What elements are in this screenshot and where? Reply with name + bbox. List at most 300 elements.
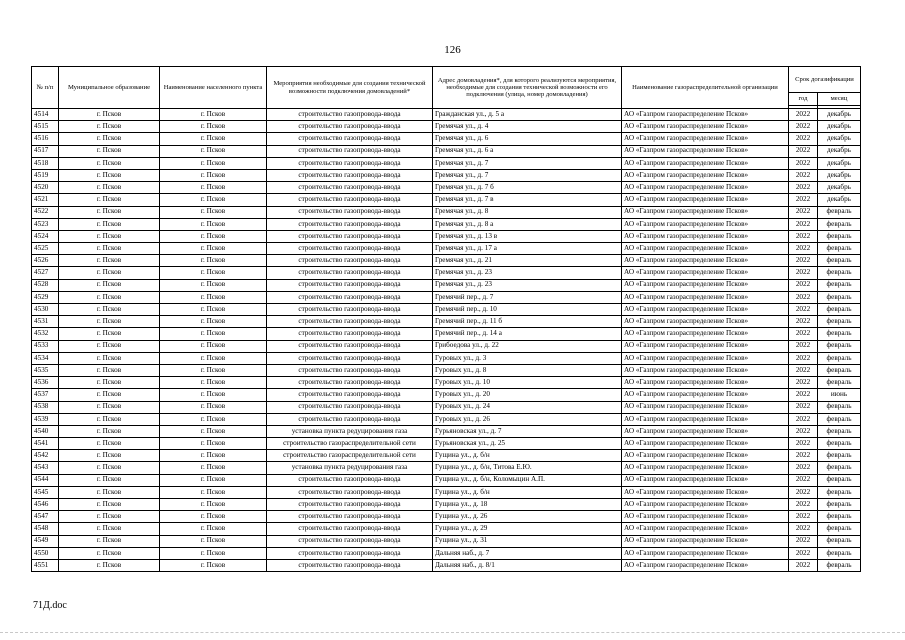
address-cell: Гуровых ул., д. 10 <box>433 377 622 389</box>
year-cell: 2022 <box>789 304 818 316</box>
table-row <box>32 145 861 157</box>
municipality-cell: г. Псков <box>59 523 160 535</box>
municipality-cell: г. Псков <box>59 304 160 316</box>
activity-cell: строительство газопровода-ввода <box>267 535 433 547</box>
table-row <box>32 255 861 267</box>
municipality-cell: г. Псков <box>59 169 160 181</box>
municipality-cell: г. Псков <box>59 450 160 462</box>
address-cell: Гущина ул., д. б/н, Коломыцин А.П. <box>433 474 622 486</box>
address-cell: Гражданская ул., д. 5 а <box>433 109 622 121</box>
year-cell: 2022 <box>789 499 818 511</box>
row-number: 4518 <box>32 157 59 169</box>
table-row <box>32 401 861 413</box>
organization-cell: АО «Газпром газораспределение Псков» <box>622 389 789 401</box>
municipality-cell: г. Псков <box>59 206 160 218</box>
year-cell: 2022 <box>789 255 818 267</box>
organization-cell: АО «Газпром газораспределение Псков» <box>622 364 789 376</box>
table-row <box>32 462 861 474</box>
municipality-cell: г. Псков <box>59 511 160 523</box>
month-cell: февраль <box>818 291 861 303</box>
organization-cell: АО «Газпром газораспределение Псков» <box>622 401 789 413</box>
header-address: Адрес домовладения*, для которого реализуются мероприятия, необходимые для создания технической возможности его подключения (улица, номер домовладения) <box>433 67 622 109</box>
municipality-cell: г. Псков <box>59 535 160 547</box>
municipality-cell: г. Псков <box>59 328 160 340</box>
locality-cell: г. Псков <box>160 206 267 218</box>
address-cell: Гремячая ул., д. 4 <box>433 121 622 133</box>
year-cell: 2022 <box>789 328 818 340</box>
municipality-cell: г. Псков <box>59 267 160 279</box>
month-cell: декабрь <box>818 109 861 121</box>
row-number: 4549 <box>32 535 59 547</box>
row-number: 4545 <box>32 486 59 498</box>
month-cell: февраль <box>818 438 861 450</box>
address-cell: Гремячий пер., д. 11 б <box>433 316 622 328</box>
table-row <box>32 328 861 340</box>
locality-cell: г. Псков <box>160 133 267 145</box>
table-row <box>32 535 861 547</box>
year-cell: 2022 <box>789 316 818 328</box>
month-cell: декабрь <box>818 169 861 181</box>
activity-cell: строительство газопровода-ввода <box>267 486 433 498</box>
municipality-cell: г. Псков <box>59 352 160 364</box>
table-row <box>32 182 861 194</box>
month-cell: декабрь <box>818 157 861 169</box>
address-cell: Грибоедова ул., д. 22 <box>433 340 622 352</box>
organization-cell: АО «Газпром газораспределение Псков» <box>622 230 789 242</box>
organization-cell: АО «Газпром газораспределение Псков» <box>622 462 789 474</box>
row-number: 4528 <box>32 279 59 291</box>
year-cell: 2022 <box>789 340 818 352</box>
year-cell: 2022 <box>789 194 818 206</box>
page-number: 126 <box>444 44 461 56</box>
month-cell: февраль <box>818 547 861 559</box>
row-number: 4520 <box>32 182 59 194</box>
municipality-cell: г. Псков <box>59 413 160 425</box>
table-row <box>32 279 861 291</box>
locality-cell: г. Псков <box>160 145 267 157</box>
address-cell: Гремячий пер., д. 7 <box>433 291 622 303</box>
row-number: 4538 <box>32 401 59 413</box>
month-cell: февраль <box>818 304 861 316</box>
activity-cell: строительство газопровода-ввода <box>267 267 433 279</box>
organization-cell: АО «Газпром газораспределение Псков» <box>622 304 789 316</box>
activity-cell: строительство газопровода-ввода <box>267 316 433 328</box>
activity-cell: строительство газопровода-ввода <box>267 194 433 206</box>
row-number: 4537 <box>32 389 59 401</box>
municipality-cell: г. Псков <box>59 377 160 389</box>
row-number: 4550 <box>32 547 59 559</box>
row-number: 4539 <box>32 413 59 425</box>
table-row <box>32 340 861 352</box>
month-cell: февраль <box>818 230 861 242</box>
month-cell: февраль <box>818 255 861 267</box>
year-cell: 2022 <box>789 218 818 230</box>
table-row <box>32 425 861 437</box>
month-cell: февраль <box>818 499 861 511</box>
table-row <box>32 450 861 462</box>
month-cell: февраль <box>818 206 861 218</box>
activity-cell: строительство газопровода-ввода <box>267 133 433 145</box>
address-cell: Гущина ул., д. 18 <box>433 499 622 511</box>
activity-cell: строительство газопровода-ввода <box>267 169 433 181</box>
activity-cell: строительство газопровода-ввода <box>267 157 433 169</box>
municipality-cell: г. Псков <box>59 194 160 206</box>
address-cell: Гремячая ул., д. 13 в <box>433 230 622 242</box>
municipality-cell: г. Псков <box>59 389 160 401</box>
month-cell: февраль <box>818 523 861 535</box>
month-cell: февраль <box>818 279 861 291</box>
address-cell: Дальняя наб., д. 8/1 <box>433 559 622 571</box>
row-number: 4525 <box>32 243 59 255</box>
activity-cell: строительство газопровода-ввода <box>267 291 433 303</box>
row-number: 4523 <box>32 218 59 230</box>
activity-cell: строительство газопровода-ввода <box>267 413 433 425</box>
row-number: 4515 <box>32 121 59 133</box>
activity-cell: строительство газопровода-ввода <box>267 230 433 242</box>
locality-cell: г. Псков <box>160 291 267 303</box>
header-year: год <box>789 93 818 106</box>
locality-cell: г. Псков <box>160 474 267 486</box>
gasification-table <box>31 66 861 572</box>
row-number: 4541 <box>32 438 59 450</box>
year-cell: 2022 <box>789 401 818 413</box>
month-cell: февраль <box>818 535 861 547</box>
year-cell: 2022 <box>789 169 818 181</box>
year-cell: 2022 <box>789 157 818 169</box>
row-number: 4534 <box>32 352 59 364</box>
locality-cell: г. Псков <box>160 218 267 230</box>
row-number: 4522 <box>32 206 59 218</box>
locality-cell: г. Псков <box>160 316 267 328</box>
municipality-cell: г. Псков <box>59 145 160 157</box>
organization-cell: АО «Газпром газораспределение Псков» <box>622 450 789 462</box>
month-cell: февраль <box>818 316 861 328</box>
organization-cell: АО «Газпром газораспределение Псков» <box>622 157 789 169</box>
year-cell: 2022 <box>789 413 818 425</box>
organization-cell: АО «Газпром газораспределение Псков» <box>622 182 789 194</box>
organization-cell: АО «Газпром газораспределение Псков» <box>622 206 789 218</box>
activity-cell: строительство газопровода-ввода <box>267 474 433 486</box>
year-cell: 2022 <box>789 474 818 486</box>
table-row <box>32 377 861 389</box>
table-header <box>32 67 861 109</box>
table-row <box>32 230 861 242</box>
row-number: 4524 <box>32 230 59 242</box>
month-cell: февраль <box>818 474 861 486</box>
year-cell: 2022 <box>789 364 818 376</box>
year-cell: 2022 <box>789 547 818 559</box>
header-activity: Мероприятия необходимые для создания технической возможности подключения домовладений* <box>267 67 433 109</box>
year-cell: 2022 <box>789 109 818 121</box>
year-cell: 2022 <box>789 121 818 133</box>
address-cell: Гремячая ул., д. 8 <box>433 206 622 218</box>
locality-cell: г. Псков <box>160 450 267 462</box>
year-cell: 2022 <box>789 206 818 218</box>
year-cell: 2022 <box>789 279 818 291</box>
year-cell: 2022 <box>789 291 818 303</box>
organization-cell: АО «Газпром газораспределение Псков» <box>622 109 789 121</box>
locality-cell: г. Псков <box>160 279 267 291</box>
address-cell: Гремячая ул., д. 23 <box>433 279 622 291</box>
table-row <box>32 499 861 511</box>
activity-cell: строительство газораспределительной сети <box>267 438 433 450</box>
activity-cell: строительство газопровода-ввода <box>267 255 433 267</box>
month-cell: февраль <box>818 243 861 255</box>
activity-cell: строительство газопровода-ввода <box>267 559 433 571</box>
address-cell: Гущина ул., д. 26 <box>433 511 622 523</box>
month-cell: декабрь <box>818 133 861 145</box>
month-cell: февраль <box>818 559 861 571</box>
locality-cell: г. Псков <box>160 157 267 169</box>
activity-cell: строительство газораспределительной сети <box>267 450 433 462</box>
organization-cell: АО «Газпром газораспределение Псков» <box>622 340 789 352</box>
table-row <box>32 218 861 230</box>
municipality-cell: г. Псков <box>59 230 160 242</box>
month-cell: июнь <box>818 389 861 401</box>
locality-cell: г. Псков <box>160 243 267 255</box>
activity-cell: строительство газопровода-ввода <box>267 218 433 230</box>
activity-cell: строительство газопровода-ввода <box>267 279 433 291</box>
month-cell: февраль <box>818 462 861 474</box>
month-cell: февраль <box>818 413 861 425</box>
locality-cell: г. Псков <box>160 511 267 523</box>
municipality-cell: г. Псков <box>59 133 160 145</box>
activity-cell: строительство газопровода-ввода <box>267 377 433 389</box>
address-cell: Гремячая ул., д. 7 <box>433 169 622 181</box>
month-cell: февраль <box>818 328 861 340</box>
organization-cell: АО «Газпром газораспределение Псков» <box>622 243 789 255</box>
table-row <box>32 352 861 364</box>
locality-cell: г. Псков <box>160 547 267 559</box>
activity-cell: строительство газопровода-ввода <box>267 511 433 523</box>
table-row <box>32 486 861 498</box>
year-cell: 2022 <box>789 182 818 194</box>
table-row <box>32 243 861 255</box>
activity-cell: строительство газопровода-ввода <box>267 182 433 194</box>
month-cell: февраль <box>818 218 861 230</box>
address-cell: Гущина ул., д. 29 <box>433 523 622 535</box>
locality-cell: г. Псков <box>160 328 267 340</box>
locality-cell: г. Псков <box>160 377 267 389</box>
activity-cell: строительство газопровода-ввода <box>267 304 433 316</box>
activity-cell: установка пункта редуцирования газа <box>267 425 433 437</box>
address-cell: Гущина ул., д. 31 <box>433 535 622 547</box>
organization-cell: АО «Газпром газораспределение Псков» <box>622 511 789 523</box>
year-cell: 2022 <box>789 267 818 279</box>
row-number: 4531 <box>32 316 59 328</box>
organization-cell: АО «Газпром газораспределение Псков» <box>622 145 789 157</box>
organization-cell: АО «Газпром газораспределение Псков» <box>622 194 789 206</box>
row-number: 4546 <box>32 499 59 511</box>
address-cell: Гурьяновская ул., д. 7 <box>433 425 622 437</box>
locality-cell: г. Псков <box>160 121 267 133</box>
address-cell: Гуровых ул., д. 3 <box>433 352 622 364</box>
organization-cell: АО «Газпром газораспределение Псков» <box>622 535 789 547</box>
row-number: 4544 <box>32 474 59 486</box>
municipality-cell: г. Псков <box>59 462 160 474</box>
locality-cell: г. Псков <box>160 413 267 425</box>
locality-cell: г. Псков <box>160 267 267 279</box>
row-number: 4514 <box>32 109 59 121</box>
organization-cell: АО «Газпром газораспределение Псков» <box>622 121 789 133</box>
locality-cell: г. Псков <box>160 486 267 498</box>
table-row <box>32 389 861 401</box>
address-cell: Гущина ул., д. б/н <box>433 450 622 462</box>
year-cell: 2022 <box>789 462 818 474</box>
row-number: 4530 <box>32 304 59 316</box>
address-cell: Гущина ул., д. б/н <box>433 486 622 498</box>
header-locality: Наименование населенного пункта <box>160 67 267 109</box>
municipality-cell: г. Псков <box>59 425 160 437</box>
table-row <box>32 194 861 206</box>
address-cell: Гремячая ул., д. 17 а <box>433 243 622 255</box>
activity-cell: строительство газопровода-ввода <box>267 109 433 121</box>
address-cell: Гуровых ул., д. 20 <box>433 389 622 401</box>
row-number: 4533 <box>32 340 59 352</box>
month-cell: февраль <box>818 425 861 437</box>
organization-cell: АО «Газпром газораспределение Псков» <box>622 316 789 328</box>
address-cell: Гремячая ул., д. 6 а <box>433 145 622 157</box>
year-cell: 2022 <box>789 243 818 255</box>
row-number: 4535 <box>32 364 59 376</box>
row-number: 4540 <box>32 425 59 437</box>
municipality-cell: г. Псков <box>59 474 160 486</box>
municipality-cell: г. Псков <box>59 547 160 559</box>
organization-cell: АО «Газпром газораспределение Псков» <box>622 486 789 498</box>
table-row <box>32 206 861 218</box>
year-cell: 2022 <box>789 486 818 498</box>
locality-cell: г. Псков <box>160 352 267 364</box>
table-row <box>32 109 861 121</box>
month-cell: февраль <box>818 450 861 462</box>
organization-cell: АО «Газпром газораспределение Псков» <box>622 133 789 145</box>
row-number: 4527 <box>32 267 59 279</box>
locality-cell: г. Псков <box>160 535 267 547</box>
header-municipality: Муниципальное образование <box>59 67 160 109</box>
organization-cell: АО «Газпром газораспределение Псков» <box>622 413 789 425</box>
table-row <box>32 364 861 376</box>
municipality-cell: г. Псков <box>59 218 160 230</box>
organization-cell: АО «Газпром газораспределение Псков» <box>622 218 789 230</box>
organization-cell: АО «Газпром газораспределение Псков» <box>622 279 789 291</box>
month-cell: декабрь <box>818 182 861 194</box>
year-cell: 2022 <box>789 523 818 535</box>
municipality-cell: г. Псков <box>59 182 160 194</box>
locality-cell: г. Псков <box>160 425 267 437</box>
month-cell: декабрь <box>818 194 861 206</box>
month-cell: февраль <box>818 377 861 389</box>
row-number: 4547 <box>32 511 59 523</box>
year-cell: 2022 <box>789 145 818 157</box>
activity-cell: строительство газопровода-ввода <box>267 145 433 157</box>
month-cell: февраль <box>818 401 861 413</box>
organization-cell: АО «Газпром газораспределение Псков» <box>622 547 789 559</box>
activity-cell: строительство газопровода-ввода <box>267 352 433 364</box>
activity-cell: строительство газопровода-ввода <box>267 547 433 559</box>
municipality-cell: г. Псков <box>59 243 160 255</box>
municipality-cell: г. Псков <box>59 291 160 303</box>
year-cell: 2022 <box>789 389 818 401</box>
locality-cell: г. Псков <box>160 109 267 121</box>
row-number: 4521 <box>32 194 59 206</box>
year-cell: 2022 <box>789 352 818 364</box>
month-cell: февраль <box>818 267 861 279</box>
address-cell: Гущина ул., д. б/н, Титова Е.Ю. <box>433 462 622 474</box>
activity-cell: строительство газопровода-ввода <box>267 389 433 401</box>
row-number: 4532 <box>32 328 59 340</box>
municipality-cell: г. Псков <box>59 316 160 328</box>
activity-cell: строительство газопровода-ввода <box>267 243 433 255</box>
row-number: 4529 <box>32 291 59 303</box>
activity-cell: строительство газопровода-ввода <box>267 340 433 352</box>
year-cell: 2022 <box>789 450 818 462</box>
row-number: 4543 <box>32 462 59 474</box>
table-row <box>32 413 861 425</box>
locality-cell: г. Псков <box>160 401 267 413</box>
activity-cell: строительство газопровода-ввода <box>267 364 433 376</box>
header-organization: Наименование газораспределительной организации <box>622 67 789 109</box>
organization-cell: АО «Газпром газораспределение Псков» <box>622 169 789 181</box>
file-name: 71Д.doc <box>33 600 67 611</box>
locality-cell: г. Псков <box>160 304 267 316</box>
table-row <box>32 169 861 181</box>
activity-cell: строительство газопровода-ввода <box>267 401 433 413</box>
municipality-cell: г. Псков <box>59 121 160 133</box>
locality-cell: г. Псков <box>160 364 267 376</box>
table-row <box>32 316 861 328</box>
organization-cell: АО «Газпром газораспределение Псков» <box>622 352 789 364</box>
municipality-cell: г. Псков <box>59 340 160 352</box>
organization-cell: АО «Газпром газораспределение Псков» <box>622 267 789 279</box>
table-body <box>32 109 861 572</box>
month-cell: февраль <box>818 486 861 498</box>
address-cell: Гремячая ул., д. 7 в <box>433 194 622 206</box>
table-row <box>32 121 861 133</box>
locality-cell: г. Псков <box>160 523 267 535</box>
table-row <box>32 547 861 559</box>
table-row <box>32 523 861 535</box>
table-row <box>32 438 861 450</box>
municipality-cell: г. Псков <box>59 486 160 498</box>
address-cell: Гуровых ул., д. 8 <box>433 364 622 376</box>
address-cell: Гремячая ул., д. 23 <box>433 267 622 279</box>
table-row <box>32 267 861 279</box>
month-cell: декабрь <box>818 145 861 157</box>
municipality-cell: г. Псков <box>59 438 160 450</box>
month-cell: декабрь <box>818 121 861 133</box>
row-number: 4551 <box>32 559 59 571</box>
address-cell: Гремячая ул., д. 7 б <box>433 182 622 194</box>
address-cell: Гурьяновская ул., д. 25 <box>433 438 622 450</box>
table-row <box>32 157 861 169</box>
year-cell: 2022 <box>789 511 818 523</box>
address-cell: Гремячая ул., д. 6 <box>433 133 622 145</box>
address-cell: Гремячий пер., д. 14 а <box>433 328 622 340</box>
row-number: 4519 <box>32 169 59 181</box>
organization-cell: АО «Газпром газораспределение Псков» <box>622 425 789 437</box>
year-cell: 2022 <box>789 133 818 145</box>
activity-cell: установка пункта редуцирования газа <box>267 462 433 474</box>
locality-cell: г. Псков <box>160 559 267 571</box>
organization-cell: АО «Газпром газораспределение Псков» <box>622 255 789 267</box>
municipality-cell: г. Псков <box>59 109 160 121</box>
year-cell: 2022 <box>789 377 818 389</box>
header-month: месяц <box>818 93 861 106</box>
activity-cell: строительство газопровода-ввода <box>267 499 433 511</box>
locality-cell: г. Псков <box>160 255 267 267</box>
table-row <box>32 133 861 145</box>
municipality-cell: г. Псков <box>59 401 160 413</box>
